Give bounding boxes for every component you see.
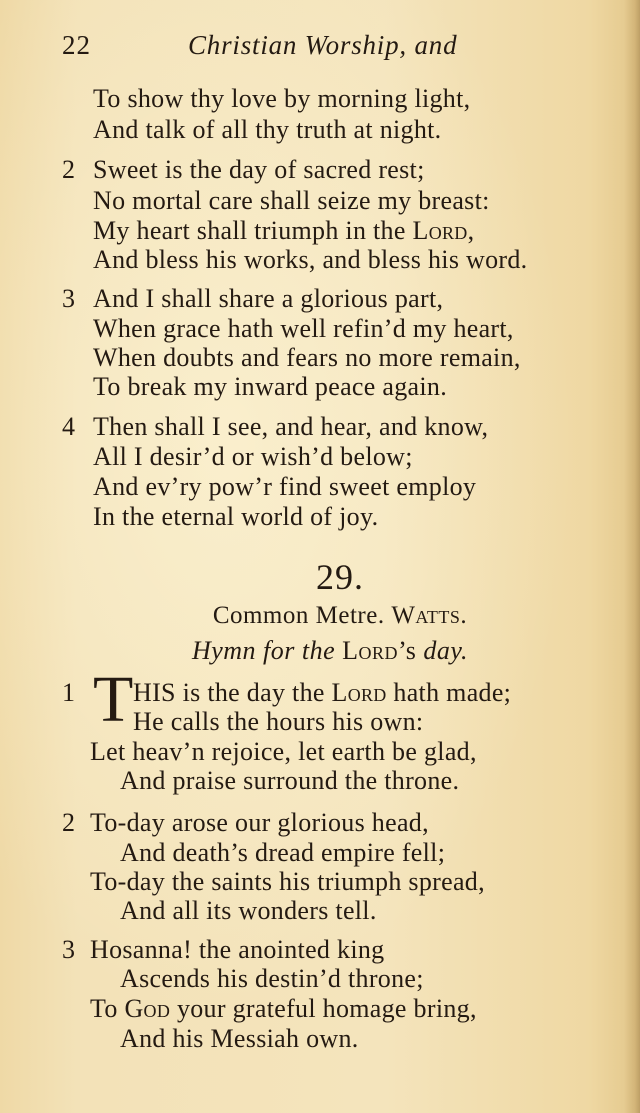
- verse-line: When doubts and fears no more remain,: [93, 343, 521, 372]
- stanza-number: 1: [62, 678, 75, 707]
- stanza-number: 4: [62, 412, 75, 441]
- verse-line: Sweet is the day of sacred rest;: [93, 155, 425, 184]
- verse-text: My heart shall triumph in the: [93, 216, 413, 245]
- verse-line: And ev’ry pow’r find sweet employ: [93, 472, 477, 501]
- verse-line: [90, 994, 477, 1024]
- verse-line: [133, 678, 511, 708]
- lord-smallcaps: Lord: [342, 636, 399, 665]
- verse-line: Hosanna! the anointed king: [90, 935, 385, 964]
- punctuation: ,: [467, 216, 475, 245]
- verse-line: And all its wonders tell.: [120, 896, 377, 925]
- verse-line: In the eternal world of joy.: [93, 502, 379, 531]
- title-text: Hymn for the: [191, 636, 343, 665]
- page-number: 22: [62, 30, 91, 60]
- verse-line: [93, 216, 474, 246]
- running-title: Christian Worship, and: [188, 30, 458, 60]
- verse-line: To show thy love by morning light,: [93, 84, 471, 113]
- verse-text: To: [90, 994, 125, 1023]
- verse-text: hath made;: [386, 678, 512, 707]
- verse-text: HIS is the day the: [133, 678, 332, 707]
- verse-line: When grace hath well refin’d my heart,: [93, 314, 514, 343]
- stanza-number: 2: [62, 155, 75, 184]
- verse-line: And I shall share a glorious part,: [93, 284, 444, 313]
- verse-line: No mortal care shall seize my breast:: [93, 186, 490, 215]
- verse-line: And his Messiah own.: [120, 1024, 359, 1053]
- verse-line: And praise surround the throne.: [120, 766, 460, 795]
- verse-line: And talk of all thy truth at night.: [93, 115, 442, 144]
- title-possessive: ’s: [398, 636, 424, 665]
- meter-name: Common Metre.: [212, 602, 385, 629]
- verse-line: And death’s dread empire fell;: [120, 838, 446, 867]
- verse-line: To break my inward peace again.: [93, 372, 447, 401]
- verse-line: To-day arose our glorious head,: [90, 808, 429, 837]
- hymn-meter: [0, 602, 640, 630]
- title-text: day.: [423, 636, 469, 665]
- stanza-number: 2: [62, 808, 75, 837]
- verse-line: All I desir’d or wish’d below;: [93, 442, 413, 471]
- lord-smallcaps: Lord: [331, 678, 387, 707]
- hymn-number: 29.: [316, 557, 364, 597]
- hymn-author: Watts.: [391, 602, 468, 629]
- stanza-number: 3: [62, 284, 75, 313]
- verse-line: Then shall I see, and hear, and know,: [93, 412, 489, 441]
- verse-line: Ascends his destin’d throne;: [120, 964, 424, 993]
- running-head: [62, 30, 602, 66]
- verse-line: And bless his works, and bless his word.: [93, 245, 528, 274]
- stanza-number: 3: [62, 935, 75, 964]
- verse-text: your grateful homage bring,: [170, 994, 477, 1023]
- hymn-title: [0, 636, 640, 666]
- verse-line: To-day the saints his triumph spread,: [90, 867, 485, 896]
- lord-smallcaps: Lord: [412, 216, 468, 245]
- verse-line: He calls the hours his own:: [133, 707, 424, 736]
- god-smallcaps: God: [124, 994, 171, 1023]
- verse-line: Let heav’n rejoice, let earth be glad,: [90, 737, 477, 766]
- drop-cap: T: [93, 663, 134, 736]
